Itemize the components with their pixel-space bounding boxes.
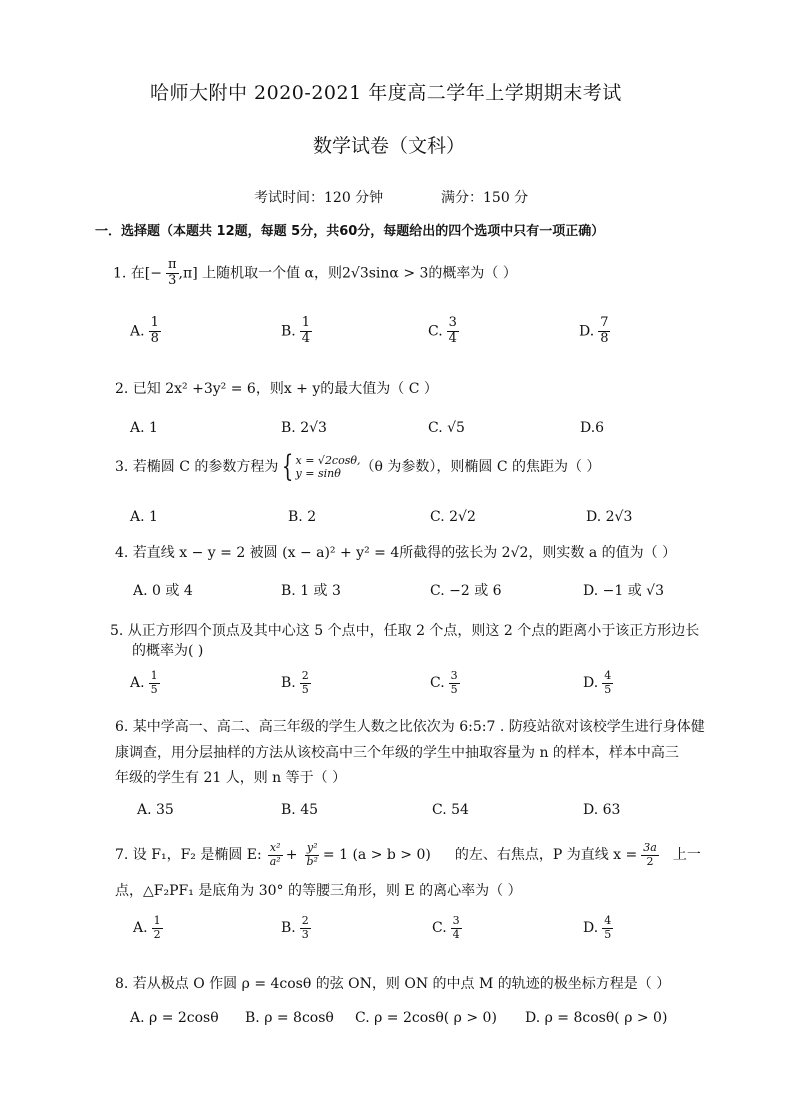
question-6-line-2: 康调查，用分层抽样的方法从该校高中三个年级的学生中抽取容量为 n 的样本，样本中高三 bbox=[115, 745, 679, 761]
q5-option-a: A. $\frac{1}{5}$ bbox=[130, 669, 158, 696]
q3-option-c: C. 2√2 bbox=[430, 509, 476, 525]
question-3: 3. 若椭圆 C 的参数方程为 { x = √2cosθ, y = sinθ （θ 为参数），则椭圆 C 的焦距为（ ） bbox=[115, 449, 601, 484]
question-8: 8. 若从极点 O 作圆 ρ = 4cosθ 的弦 ON，则 ON 的中点 M 的轨迹的极坐标方程是（ ） bbox=[115, 976, 671, 992]
q4-option-b: B. 1 或 3 bbox=[281, 583, 341, 599]
exam-title: 哈师大附中 2020-2021 年度高二学年上学期期末考试 bbox=[150, 82, 622, 104]
q8-option-a: A. ρ = 2cosθ bbox=[130, 1010, 219, 1026]
q1-option-d: D. $\frac{7}{8}$ bbox=[579, 315, 609, 346]
q8-option-c: C. ρ = 2cosθ( ρ > 0) bbox=[355, 1010, 497, 1026]
q3-option-a: A. 1 bbox=[130, 509, 158, 525]
q2-option-a: A. 1 bbox=[130, 420, 158, 436]
q8-option-d: D. ρ = 8cosθ( ρ > 0) bbox=[525, 1010, 668, 1026]
q4-option-c: C. −2 或 6 bbox=[430, 583, 502, 599]
exam-subtitle: 数学试卷（文科） bbox=[313, 135, 466, 157]
q6-option-a: A. 35 bbox=[137, 802, 174, 818]
q2-option-b: B. 2√3 bbox=[281, 420, 327, 436]
q4-option-d: D. −1 或 √3 bbox=[583, 583, 664, 599]
q7-option-a: A. $\frac{1}{2}$ bbox=[133, 914, 161, 941]
q6-option-d: D. 63 bbox=[583, 802, 621, 818]
section-heading: 一．选择题（本题共 12题，每题 5分，共60分，每题给出的四个选项中只有一项正确） bbox=[95, 224, 605, 239]
q2-option-c: C. √5 bbox=[428, 420, 465, 436]
question-7-line-2: 点，△F₂PF₁ 是底角为 30° 的等腰三角形，则 E 的离心率为（ ） bbox=[115, 883, 522, 899]
q3-option-d: D. 2√3 bbox=[586, 509, 633, 525]
parametric-system: { x = √2cosθ, y = sinθ bbox=[282, 449, 361, 484]
q5-option-b: B. $\frac{2}{5}$ bbox=[281, 669, 309, 696]
question-1-pre: 1. 在[− bbox=[113, 265, 162, 282]
q5-option-d: D. $\frac{4}{5}$ bbox=[583, 669, 612, 696]
q1-option-b: B. $\frac{1}{4}$ bbox=[281, 315, 311, 346]
q1-option-c: C. $\frac{3}{4}$ bbox=[428, 315, 457, 346]
q6-option-c: C. 54 bbox=[432, 802, 469, 818]
q1-option-a: A. $\frac{1}{8}$ bbox=[130, 315, 159, 346]
question-7-line-1: 7. 设 F₁，F₂ 是椭圆 E: $\frac{\text{x²}}{\text{a²}}$ + $\frac{\text{y²}}{\text{b²}}$ = 1 (a > b > 0) 的左、右焦点，P 为直线 x = $\frac{3a}{2}$ 上一 bbox=[115, 841, 701, 868]
q7-option-d: D. $\frac{4}{5}$ bbox=[583, 914, 612, 941]
q3-option-b: B. 2 bbox=[288, 509, 317, 525]
exam-time: 考试时间：120 分钟 bbox=[254, 190, 384, 206]
q8-option-b: B. ρ = 8cosθ bbox=[245, 1010, 334, 1026]
q6-option-b: B. 45 bbox=[281, 802, 319, 818]
question-1-post: ,π] 上随机取一个值 α，则2√3sinα > 3的概率为（ ） bbox=[178, 265, 517, 282]
q5-option-c: C. $\frac{3}{5}$ bbox=[430, 669, 458, 696]
q7-option-b: B. $\frac{2}{3}$ bbox=[281, 914, 309, 941]
question-1-fraction: $\frac{\pi}{3}$ bbox=[168, 257, 177, 288]
question-4: 4. 若直线 x − y = 2 被圆 (x − a)² + y² = 4所截得的弦长为 2√2，则实数 a 的值为（ ） bbox=[115, 545, 677, 561]
question-2: 2. 已知 2x² +3y² = 6，则x + y的最大值为（ C ） bbox=[115, 381, 438, 397]
q4-option-a: A. 0 或 4 bbox=[133, 583, 193, 599]
question-6-line-1: 6. 某中学高一、高二、高三年级的学生人数之比依次为 6:5:7 . 防疫站欲对该校学生进行身体健 bbox=[115, 719, 705, 735]
question-5-line-2: 的概率为( ) bbox=[132, 643, 204, 659]
question-1 bbox=[113, 258, 517, 289]
question-5-line-1: 5. 从正方形四个顶点及其中心这 5 个点中，任取 2 个点，则这 2 个点的距离小于该正方形边长 bbox=[110, 623, 700, 639]
question-6-line-3: 年级的学生有 21 人，则 n 等于（ ） bbox=[115, 770, 347, 786]
q2-option-d: D.6 bbox=[580, 420, 605, 436]
q7-option-c: C. $\frac{3}{4}$ bbox=[432, 914, 460, 941]
exam-score: 满分：150 分 bbox=[441, 190, 529, 206]
